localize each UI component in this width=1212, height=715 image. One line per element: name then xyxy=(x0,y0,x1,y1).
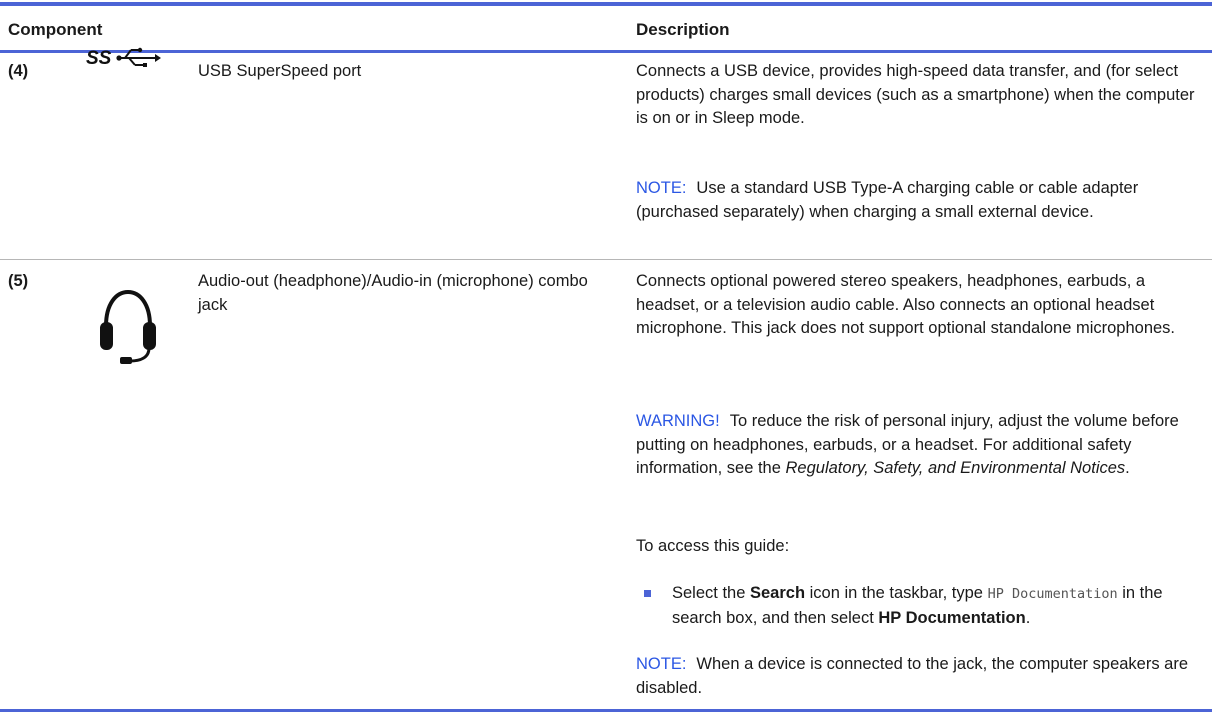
row-5-description-text: Connects optional powered stereo speakers, headphones, earbuds, a headset, or a television audio cable. Also connects an optional headset microphone. This jack does not support optional standalone microphones. xyxy=(636,272,1176,337)
bullet-post: in the search box, and then select xyxy=(672,584,1163,627)
svg-text:SS: SS xyxy=(86,48,112,69)
note-text: Use a standard USB Type-A charging cable or cable adapter (purchased separately) when charging a small external device. xyxy=(636,179,1139,221)
table-top-rule xyxy=(0,2,1212,6)
warning-text: To reduce the risk of personal injury, adjust the volume before putting on headphones, earbuds, or a headset. For additional safety information, see the xyxy=(636,412,1179,477)
bullet-pre: Select the xyxy=(672,584,746,602)
row-4-description-text: Connects a USB device, provides high-speed data transfer, and (for select products) charges small devices (such as a smartphone) when the computer is on or in Sleep mode. xyxy=(636,62,1195,127)
warning-doc-title: Regulatory, Safety, and Environmental Notices xyxy=(785,459,1126,477)
header-description: Description xyxy=(636,20,730,39)
row-5-name: Audio-out (headphone)/Audio-in (microphone) combo jack xyxy=(198,272,588,314)
warning-end: . xyxy=(1125,459,1130,477)
bullet-end: . xyxy=(1025,608,1031,627)
note-label-2: NOTE: xyxy=(636,655,687,673)
bullet-mid: icon in the taskbar, type xyxy=(809,584,983,602)
search-term: Search xyxy=(749,584,806,602)
row-4-number: (4) xyxy=(8,62,29,80)
row-5-warning xyxy=(636,410,1196,481)
row-divider xyxy=(0,259,1212,260)
note-text-2: When a device is connected to the jack, the computer speakers are disabled. xyxy=(636,655,1189,697)
row-5-number: (5) xyxy=(8,272,29,290)
row-5-description xyxy=(636,270,1196,341)
hp-documentation-target: HP Documentation xyxy=(878,608,1026,627)
usb-superspeed-icon xyxy=(86,42,162,72)
headphone-icon xyxy=(96,282,160,366)
row-4-name: USB SuperSpeed port xyxy=(198,62,362,80)
access-guide-text: To access this guide: xyxy=(636,537,790,555)
bullet-square-icon xyxy=(644,590,651,597)
bullet-item xyxy=(636,582,1196,630)
row-5-note xyxy=(636,653,1196,700)
search-code: HP Documentation xyxy=(987,586,1118,602)
header-rule xyxy=(0,50,1212,53)
table-bottom-rule xyxy=(0,709,1212,712)
note-label: NOTE: xyxy=(636,179,687,197)
warning-label: WARNING! xyxy=(636,412,720,430)
header-component: Component xyxy=(8,20,103,39)
row-4-note xyxy=(636,177,1196,224)
row-4-description xyxy=(636,60,1196,131)
